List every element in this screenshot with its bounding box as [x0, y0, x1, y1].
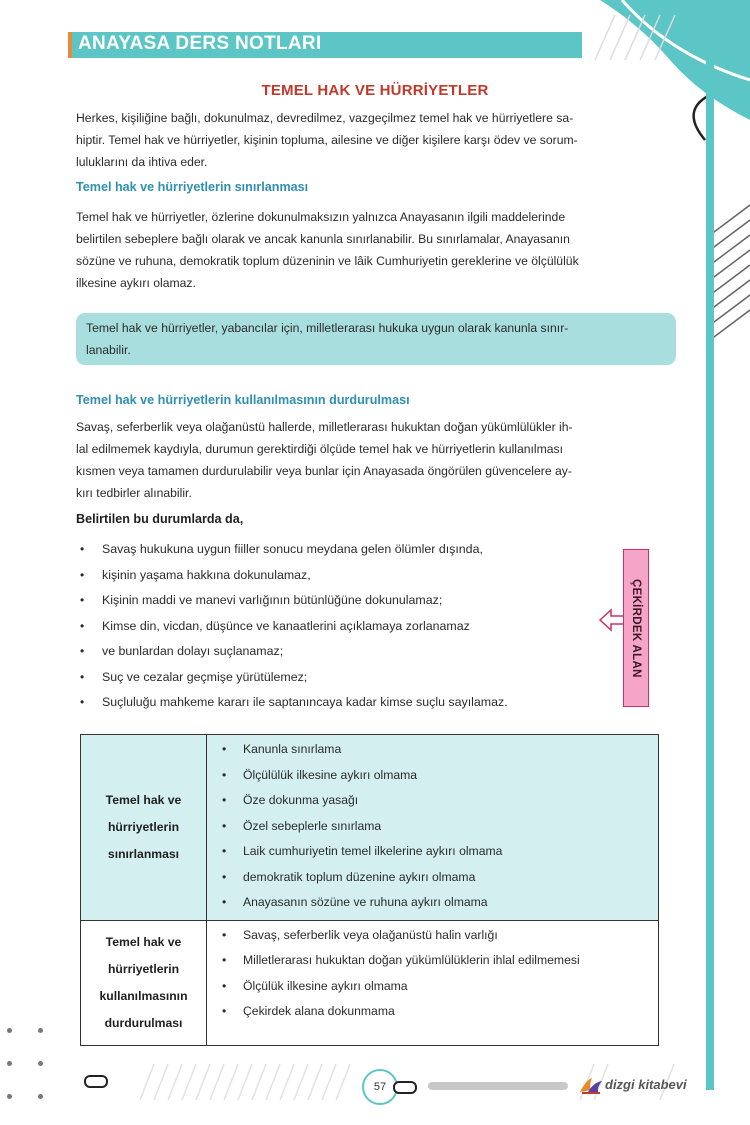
right-accent-stripe	[706, 60, 714, 1090]
list-item: • Kimse din, vicdan, düşünce ve kanaatlerini açıklamaya zorlanamaz	[76, 614, 616, 640]
section-heading-suspension: Temel hak ve hürriyetlerin kullanılmasının durdurulması	[76, 393, 410, 407]
page-number: 57	[362, 1069, 398, 1105]
list-item: • Suçluluğu mahkeme kararı ile saptanıncaya kadar kimse suçlu sayılamaz.	[76, 690, 616, 716]
list-item: • Özel sebeplerle sınırlama	[207, 814, 658, 840]
top-hatch-decoration	[585, 10, 695, 70]
table-row	[81, 735, 659, 921]
list-item: • Öze dokunma yasağı	[207, 788, 658, 814]
list-item: • kişinin yaşama hakkına dokunulamaz,	[76, 563, 616, 589]
list-item: • Kişinin maddi ve manevi varlığının bütünlüğüne dokunulamaz;	[76, 588, 616, 614]
table-row	[81, 920, 659, 1045]
intro-paragraph: Herkes, kişiliğine bağlı, dokunulmaz, devredilmez, vazgeçilmez temel hak ve hürriyetlere sa- hiptir. Temel hak ve hürriyetler, kişinin topluma, ailesine ve diğer kişilere karşı ödev ve sorum- luluklarını da ihtiva eder.	[76, 111, 578, 169]
core-area-badge	[623, 549, 649, 707]
row-title-limitation: Temel hak ve hürriyetlerin sınırlanması	[81, 735, 207, 921]
list-item: • Çekirdek alana dokunmama	[207, 999, 658, 1025]
conditions-label: Belirtilen bu durumlarda da,	[76, 512, 244, 526]
limitation-paragraph: Temel hak ve hürriyetler, özlerine dokunulmaksızın yalnızca Anayasanın ilgili maddelerinde belirtilen sebeplere bağlı olarak ve ancak kanunla sınırlanabilir. Bu sınırlamalar, Anayasanın sözüne ve ruhuna, demokratik toplum düzeninin ve lâik Cumhuriyetin gereklerine ve ölçülülük ilkesine aykırı olamaz.	[76, 210, 579, 290]
pill-decoration	[393, 1081, 417, 1094]
dot-decoration	[38, 1094, 43, 1099]
list-item: • Suç ve cezalar geçmişe yürütülemez;	[76, 665, 616, 691]
row-title-suspension: Temel hak ve hürriyetlerin kullanılmasının durdurulması	[81, 920, 207, 1045]
pill-decoration	[84, 1075, 108, 1088]
publisher-logo-icon	[578, 1076, 604, 1096]
list-item: • Ölçülük ilkesine aykırı olmama	[207, 974, 658, 1000]
dot-decoration	[38, 1028, 43, 1033]
list-item: • Milletlerarası hukuktan doğan yükümlülüklerin ihlal edilmemesi	[207, 948, 658, 974]
suspension-paragraph: Savaş, seferberlik veya olağanüstü hallerde, milletlerarası hukuktan doğan yükümlülükler ih- lal edilmemek kaydıyla, durumun gerektirdiği ölçüde temel hak ve hürriyetlerin kullanılması kısmen veya tamamen durdurulabilir veya bunlar için Anayasada öngörülen güvencelere ay- kırı tedbirler alınabilir.	[76, 420, 573, 500]
dot-decoration	[7, 1028, 12, 1033]
list-item: • Savaş, seferberlik veya olağanüstü halin varlığı	[207, 923, 658, 949]
arrow-left-icon	[598, 607, 626, 633]
callout-text: Temel hak ve hürriyetler, yabancılar için, milletlerarası hukuka uygun olarak kanunla sınır- lanabilir.	[86, 321, 569, 357]
info-callout	[76, 313, 676, 365]
row-items-limitation	[207, 735, 659, 921]
dot-decoration	[38, 1061, 43, 1066]
list-item: • demokratik toplum düzenine aykırı olmama	[207, 865, 658, 891]
dot-decoration	[7, 1061, 12, 1066]
row-items-suspension	[207, 920, 659, 1045]
core-area-label: ÇEKİRDEK ALAN	[630, 578, 642, 678]
summary-table	[80, 734, 659, 1046]
list-item: • Anayasanın sözüne ve ruhuna aykırı olmama	[207, 890, 658, 916]
header-title: ANAYASA DERS NOTLARI	[78, 33, 322, 54]
list-item: • Ölçülülük ilkesine aykırı olmama	[207, 763, 658, 789]
page-title: TEMEL HAK VE HÜRRİYETLER	[261, 82, 489, 99]
list-item: • Laik cumhuriyetin temel ilkelerine aykırı olmama	[207, 839, 658, 865]
list-item: • Kanunla sınırlama	[207, 737, 658, 763]
dot-decoration	[7, 1094, 12, 1099]
list-item: • Savaş hukukuna uygun fiiller sonucu meydana gelen ölümler dışında,	[76, 537, 616, 563]
conditions-list	[76, 537, 616, 716]
footer-bar	[428, 1082, 568, 1090]
section-heading-limitation: Temel hak ve hürriyetlerin sınırlanması	[76, 180, 309, 194]
list-item: • ve bunlardan dolayı suçlanamaz;	[76, 639, 616, 665]
publisher-name: dizgi kitabevi	[605, 1077, 687, 1092]
